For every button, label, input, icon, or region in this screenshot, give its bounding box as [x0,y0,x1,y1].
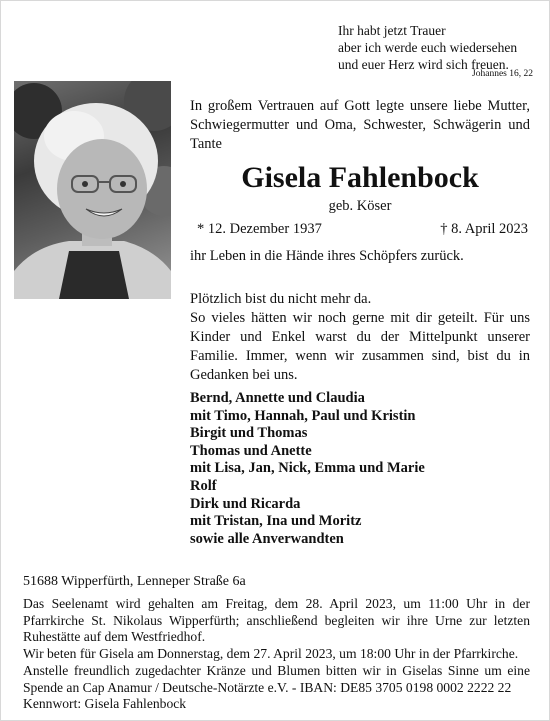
life-line-text: ihr Leben in die Hände ihres Schöpfers zurück. [190,248,464,264]
donation-notice: Anstelle freundlich zugedachter Kränze und Blumen bitten wir in Giselas Sinne um eine Spende an Cap Anamur / Deutsche-Notärzte e.V. - IBAN: DE85 3705 0198 0002 2222 22 [23,662,530,695]
deceased-name: Gisela Fahlenbock [241,161,479,194]
birth-date: * 12. Dezember 1937 [197,221,322,237]
verse-reference: Johannes 16, 22 [472,69,533,79]
verse-line: aber ich werde euch wiedersehen [338,40,518,55]
verse-line: und euer Herz wird sich freuen. [338,57,509,72]
birth-name: geb. Köser [328,198,392,214]
bible-verse [338,22,538,73]
mourner-entry: mit Lisa, Jan, Nick, Emma und Marie [190,460,425,477]
mourner-entry: mit Timo, Hannah, Paul und Kristin [190,407,416,424]
mourner-entry: mit Tristan, Ina und Moritz [190,513,362,530]
portrait-photo [14,81,171,299]
mourner-entry: Dirk und Ricarda [190,495,301,512]
mourner-entry: Birgit und Thomas [190,425,308,442]
donation-keyword: Kennwort: Gisela Fahlenbock [23,696,187,712]
mourner-entry: sowie alle Anverwandten [190,530,344,547]
mourners-list [190,390,530,548]
prayer-notice: Wir beten für Gisela am Donnerstag, dem 27. April 2023, um 18:00 Uhr in der Pfarrkirche. [23,646,519,662]
service-notices [23,596,530,713]
farewell-line: Plötzlich bist du nicht mehr da. [190,291,372,307]
verse-line: Ihr habt jetzt Trauer [338,23,446,38]
mourner-entry: Thomas und Anette [190,442,312,459]
intro-text: In großem Vertrauen auf Gott legte unsere liebe Mutter, Schwiegermutter und Oma, Schwester, Schwägerin und Tante [190,98,530,152]
farewell-paragraph: So vieles hätten wir noch gerne mit dir geteilt. Für uns Kinder und Enkel warst du der Mittelpunkt unserer Familie. Immer, wenn wir zusammen sind, bist du in Gedanken bei uns. [190,310,530,383]
portrait-image [14,81,171,299]
farewell-text [190,290,530,385]
requiem-notice: Das Seelenamt wird gehalten am Freitag, dem 28. April 2023, um 11:00 Uhr in der Pfarrkirche St. Nikolaus Wipperfürth; anschließend begleiten wir ihre Urne zur letzten Ruhestätte auf dem Westfriedhof. [23,596,530,645]
death-date: † 8. April 2023 [440,221,528,237]
mourner-entry: Rolf [190,477,217,494]
family-address: 51688 Wipperfürth, Lenneper Straße 6a [23,574,246,589]
mourner-entry: Bernd, Annette und Claudia [190,390,365,406]
